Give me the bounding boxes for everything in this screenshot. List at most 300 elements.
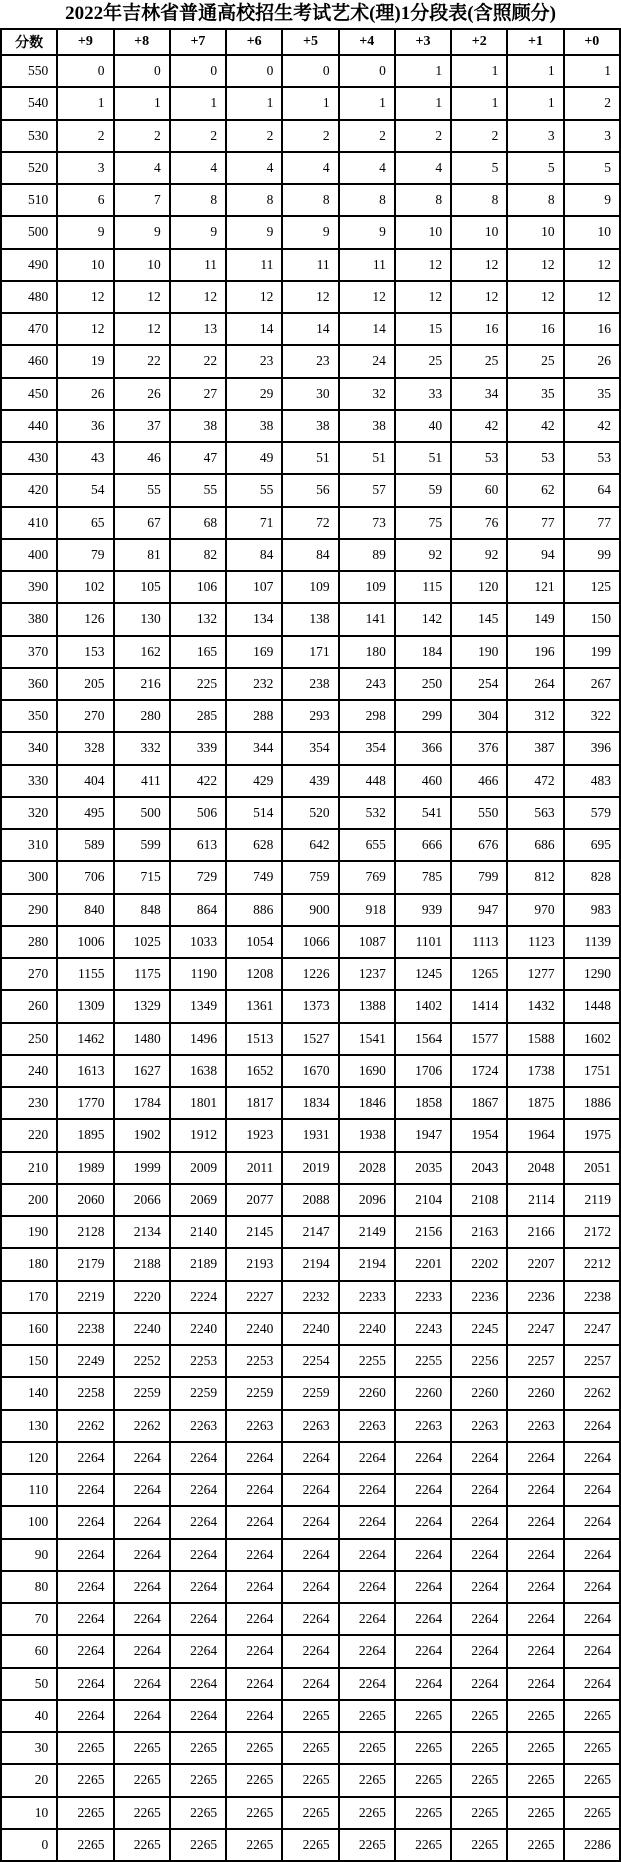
count-cell: 5 [507,152,563,184]
count-cell: 2207 [507,1248,563,1280]
count-cell: 1448 [564,990,620,1022]
table-row [1,861,620,893]
count-cell: 10 [114,249,170,281]
count-cell: 376 [451,732,507,764]
count-cell: 2264 [564,1603,620,1635]
count-cell: 1706 [395,1055,451,1087]
count-cell: 12 [395,249,451,281]
count-cell: 2227 [226,1281,282,1313]
table-row [1,797,620,829]
table-row [1,958,620,990]
count-cell: 2264 [57,1539,113,1571]
score-cell: 90 [1,1539,57,1571]
count-cell: 472 [507,765,563,797]
count-cell: 71 [226,507,282,539]
count-cell: 56 [282,474,338,506]
count-cell: 1964 [507,1119,563,1151]
column-header-bonus: +8 [114,29,170,55]
count-cell: 2265 [170,1797,226,1829]
count-cell: 1033 [170,926,226,958]
score-cell: 230 [1,1087,57,1119]
count-cell: 2264 [395,1474,451,1506]
count-cell: 1277 [507,958,563,990]
score-cell: 240 [1,1055,57,1087]
count-cell: 4 [226,152,282,184]
count-cell: 190 [451,636,507,668]
table-row [1,732,620,764]
count-cell: 1751 [564,1055,620,1087]
count-cell: 2264 [57,1474,113,1506]
count-cell: 1817 [226,1087,282,1119]
page-title: 2022年吉林省普通高校招生考试艺术(理)1分段表(含照顾分) [65,3,556,24]
count-cell: 304 [451,700,507,732]
count-cell: 2238 [57,1313,113,1345]
count-cell: 1912 [170,1119,226,1151]
count-cell: 2264 [114,1571,170,1603]
table-row [1,1313,620,1345]
table-row [1,1829,620,1861]
count-cell: 2265 [395,1732,451,1764]
count-cell: 165 [170,636,226,668]
count-cell: 2145 [226,1216,282,1248]
table-row [1,1571,620,1603]
count-cell: 205 [57,668,113,700]
count-cell: 2265 [114,1764,170,1796]
table-row [1,765,620,797]
count-cell: 2264 [339,1539,395,1571]
count-cell: 2263 [226,1410,282,1442]
count-cell: 2265 [395,1829,451,1861]
count-cell: 126 [57,603,113,635]
count-cell: 1690 [339,1055,395,1087]
count-cell: 299 [395,700,451,732]
count-cell: 848 [114,894,170,926]
count-cell: 2265 [451,1829,507,1861]
table-row [1,1732,620,1764]
count-cell: 1652 [226,1055,282,1087]
count-cell: 2265 [57,1797,113,1829]
table-row [1,1377,620,1409]
count-cell: 2264 [57,1635,113,1667]
count-cell: 439 [282,765,338,797]
count-cell: 1954 [451,1119,507,1151]
score-cell: 40 [1,1700,57,1732]
count-cell: 1724 [451,1055,507,1087]
count-cell: 107 [226,571,282,603]
count-cell: 2264 [395,1442,451,1474]
score-cell: 50 [1,1668,57,1700]
count-cell: 411 [114,765,170,797]
count-cell: 2189 [170,1248,226,1280]
count-cell: 2260 [395,1377,451,1409]
score-cell: 60 [1,1635,57,1667]
count-cell: 38 [339,410,395,442]
count-cell: 55 [226,474,282,506]
count-cell: 2264 [564,1442,620,1474]
count-cell: 2259 [226,1377,282,1409]
count-cell: 2147 [282,1216,338,1248]
count-cell: 81 [114,539,170,571]
count-cell: 36 [57,410,113,442]
count-cell: 12 [170,281,226,313]
count-cell: 2264 [564,1635,620,1667]
count-cell: 2265 [114,1732,170,1764]
count-cell: 2236 [507,1281,563,1313]
count-cell: 2263 [451,1410,507,1442]
count-cell: 92 [451,539,507,571]
count-cell: 132 [170,603,226,635]
count-cell: 153 [57,636,113,668]
count-cell: 2265 [282,1797,338,1829]
table-row [1,120,620,152]
count-cell: 2051 [564,1152,620,1184]
count-cell: 2265 [339,1797,395,1829]
count-cell: 2247 [564,1313,620,1345]
count-cell: 2265 [170,1764,226,1796]
count-cell: 72 [282,507,338,539]
column-header-bonus: +4 [339,29,395,55]
count-cell: 2253 [170,1345,226,1377]
count-cell: 1 [282,87,338,119]
count-cell: 2128 [57,1216,113,1248]
header-row [1,29,620,55]
count-cell: 2264 [564,1410,620,1442]
count-cell: 2264 [170,1700,226,1732]
count-cell: 715 [114,861,170,893]
score-cell: 290 [1,894,57,926]
count-cell: 1527 [282,1023,338,1055]
count-cell: 2264 [114,1603,170,1635]
count-cell: 280 [114,700,170,732]
count-cell: 1388 [339,990,395,1022]
count-cell: 4 [339,152,395,184]
count-cell: 312 [507,700,563,732]
count-cell: 2264 [170,1571,226,1603]
table-row [1,1700,620,1732]
count-cell: 99 [564,539,620,571]
count-cell: 10 [451,216,507,248]
count-cell: 92 [395,539,451,571]
count-cell: 2264 [114,1700,170,1732]
count-cell: 1 [564,55,620,87]
count-cell: 12 [564,249,620,281]
count-cell: 828 [564,861,620,893]
count-cell: 8 [339,184,395,216]
count-cell: 68 [170,507,226,539]
count-cell: 125 [564,571,620,603]
count-cell: 250 [395,668,451,700]
count-cell: 5 [564,152,620,184]
count-cell: 466 [451,765,507,797]
count-cell: 2264 [507,1539,563,1571]
table-row [1,1668,620,1700]
count-cell: 9 [226,216,282,248]
score-cell: 440 [1,410,57,442]
count-cell: 1175 [114,958,170,990]
count-cell: 2264 [226,1635,282,1667]
count-cell: 1938 [339,1119,395,1151]
count-cell: 37 [114,410,170,442]
count-cell: 799 [451,861,507,893]
score-cell: 360 [1,668,57,700]
count-cell: 579 [564,797,620,829]
count-cell: 10 [507,216,563,248]
table-row [1,1248,620,1280]
count-cell: 184 [395,636,451,668]
count-cell: 270 [57,700,113,732]
count-cell: 2265 [226,1797,282,1829]
count-cell: 2108 [451,1184,507,1216]
table-row [1,184,620,216]
table-row [1,55,620,87]
count-cell: 25 [395,345,451,377]
count-cell: 2219 [57,1281,113,1313]
count-cell: 2263 [170,1410,226,1442]
count-cell: 785 [395,861,451,893]
count-cell: 1265 [451,958,507,990]
count-cell: 2265 [282,1700,338,1732]
count-cell: 9 [282,216,338,248]
count-cell: 1613 [57,1055,113,1087]
count-cell: 38 [282,410,338,442]
count-cell: 460 [395,765,451,797]
count-cell: 2264 [451,1442,507,1474]
count-cell: 2264 [564,1474,620,1506]
count-cell: 216 [114,668,170,700]
count-cell: 666 [395,829,451,861]
count-cell: 285 [170,700,226,732]
count-cell: 2265 [564,1797,620,1829]
count-cell: 2233 [339,1281,395,1313]
count-cell: 1588 [507,1023,563,1055]
count-cell: 16 [564,313,620,345]
count-cell: 1923 [226,1119,282,1151]
count-cell: 180 [339,636,395,668]
score-cell: 270 [1,958,57,990]
count-cell: 2236 [451,1281,507,1313]
count-cell: 2240 [282,1313,338,1345]
score-cell: 480 [1,281,57,313]
count-cell: 2240 [170,1313,226,1345]
count-cell: 2149 [339,1216,395,1248]
count-cell: 2264 [451,1603,507,1635]
count-cell: 2247 [507,1313,563,1345]
count-cell: 2255 [339,1345,395,1377]
count-cell: 25 [507,345,563,377]
count-cell: 13 [170,313,226,345]
count-cell: 12 [226,281,282,313]
count-cell: 2264 [114,1474,170,1506]
score-cell: 550 [1,55,57,87]
score-cell: 20 [1,1764,57,1796]
count-cell: 2264 [451,1571,507,1603]
count-cell: 2233 [395,1281,451,1313]
table-row [1,1119,620,1151]
count-cell: 2243 [395,1313,451,1345]
count-cell: 1577 [451,1023,507,1055]
count-cell: 483 [564,765,620,797]
count-cell: 26 [114,378,170,410]
count-cell: 264 [507,668,563,700]
count-cell: 918 [339,894,395,926]
count-cell: 2060 [57,1184,113,1216]
count-cell: 2265 [395,1797,451,1829]
count-cell: 1496 [170,1023,226,1055]
table-row [1,249,620,281]
count-cell: 15 [395,313,451,345]
score-cell: 280 [1,926,57,958]
count-cell: 1 [57,87,113,119]
count-cell: 4 [114,152,170,184]
count-cell: 1784 [114,1087,170,1119]
count-cell: 2265 [507,1829,563,1861]
count-cell: 2265 [451,1732,507,1764]
count-cell: 563 [507,797,563,829]
table-row [1,1474,620,1506]
score-cell: 540 [1,87,57,119]
count-cell: 2264 [226,1571,282,1603]
count-cell: 2232 [282,1281,338,1313]
count-cell: 2262 [564,1377,620,1409]
count-cell: 864 [170,894,226,926]
count-cell: 2265 [451,1797,507,1829]
count-cell: 1858 [395,1087,451,1119]
count-cell: 53 [451,442,507,474]
count-cell: 2264 [57,1571,113,1603]
count-cell: 2264 [282,1506,338,1538]
table-row [1,1603,620,1635]
count-cell: 812 [507,861,563,893]
count-cell: 2264 [507,1442,563,1474]
table-row [1,1635,620,1667]
count-cell: 613 [170,829,226,861]
count-cell: 150 [564,603,620,635]
count-cell: 121 [507,571,563,603]
count-cell: 51 [282,442,338,474]
count-cell: 12 [57,281,113,313]
score-cell: 490 [1,249,57,281]
table-row [1,1797,620,1829]
count-cell: 541 [395,797,451,829]
count-cell: 2166 [507,1216,563,1248]
count-cell: 1627 [114,1055,170,1087]
count-cell: 1770 [57,1087,113,1119]
count-cell: 9 [339,216,395,248]
count-cell: 3 [564,120,620,152]
count-cell: 62 [507,474,563,506]
table-row [1,571,620,603]
count-cell: 2253 [226,1345,282,1377]
count-cell: 0 [282,55,338,87]
count-cell: 2265 [564,1764,620,1796]
count-cell: 1432 [507,990,563,1022]
count-cell: 33 [395,378,451,410]
table-row [1,313,620,345]
count-cell: 514 [226,797,282,829]
table-row [1,1087,620,1119]
count-cell: 115 [395,571,451,603]
score-cell: 80 [1,1571,57,1603]
count-cell: 2264 [451,1474,507,1506]
count-cell: 9 [564,184,620,216]
count-cell: 2264 [339,1442,395,1474]
count-cell: 2264 [564,1571,620,1603]
count-cell: 366 [395,732,451,764]
count-cell: 2252 [114,1345,170,1377]
count-cell: 2265 [114,1797,170,1829]
count-cell: 64 [564,474,620,506]
count-cell: 54 [57,474,113,506]
count-cell: 1 [507,87,563,119]
table-row [1,1410,620,1442]
count-cell: 1875 [507,1087,563,1119]
count-cell: 532 [339,797,395,829]
count-cell: 2265 [282,1829,338,1861]
count-cell: 404 [57,765,113,797]
count-cell: 145 [451,603,507,635]
column-header-bonus: +7 [170,29,226,55]
count-cell: 2265 [507,1700,563,1732]
count-cell: 40 [395,410,451,442]
count-cell: 2264 [282,1474,338,1506]
count-cell: 23 [226,345,282,377]
count-cell: 4 [282,152,338,184]
count-cell: 759 [282,861,338,893]
count-cell: 2264 [282,1635,338,1667]
count-cell: 16 [507,313,563,345]
count-cell: 2066 [114,1184,170,1216]
count-cell: 2258 [57,1377,113,1409]
count-cell: 1989 [57,1152,113,1184]
count-cell: 43 [57,442,113,474]
score-cell: 70 [1,1603,57,1635]
count-cell: 12 [114,313,170,345]
score-cell: 0 [1,1829,57,1861]
count-cell: 2240 [339,1313,395,1345]
count-cell: 142 [395,603,451,635]
count-cell: 2265 [226,1764,282,1796]
count-cell: 2265 [282,1732,338,1764]
count-cell: 67 [114,507,170,539]
count-cell: 2264 [507,1668,563,1700]
count-cell: 32 [339,378,395,410]
score-cell: 10 [1,1797,57,1829]
count-cell: 970 [507,894,563,926]
score-cell: 420 [1,474,57,506]
count-cell: 2264 [282,1668,338,1700]
count-cell: 2043 [451,1152,507,1184]
count-cell: 199 [564,636,620,668]
count-cell: 322 [564,700,620,732]
count-cell: 9 [57,216,113,248]
count-cell: 4 [170,152,226,184]
count-cell: 1670 [282,1055,338,1087]
count-cell: 1541 [339,1023,395,1055]
table-row [1,990,620,1022]
score-cell: 430 [1,442,57,474]
count-cell: 60 [451,474,507,506]
count-cell: 2019 [282,1152,338,1184]
count-cell: 1066 [282,926,338,958]
count-cell: 2255 [395,1345,451,1377]
count-cell: 12 [564,281,620,313]
count-cell: 2264 [226,1474,282,1506]
count-cell: 2259 [282,1377,338,1409]
count-cell: 12 [282,281,338,313]
count-cell: 628 [226,829,282,861]
count-cell: 339 [170,732,226,764]
count-cell: 12 [339,281,395,313]
